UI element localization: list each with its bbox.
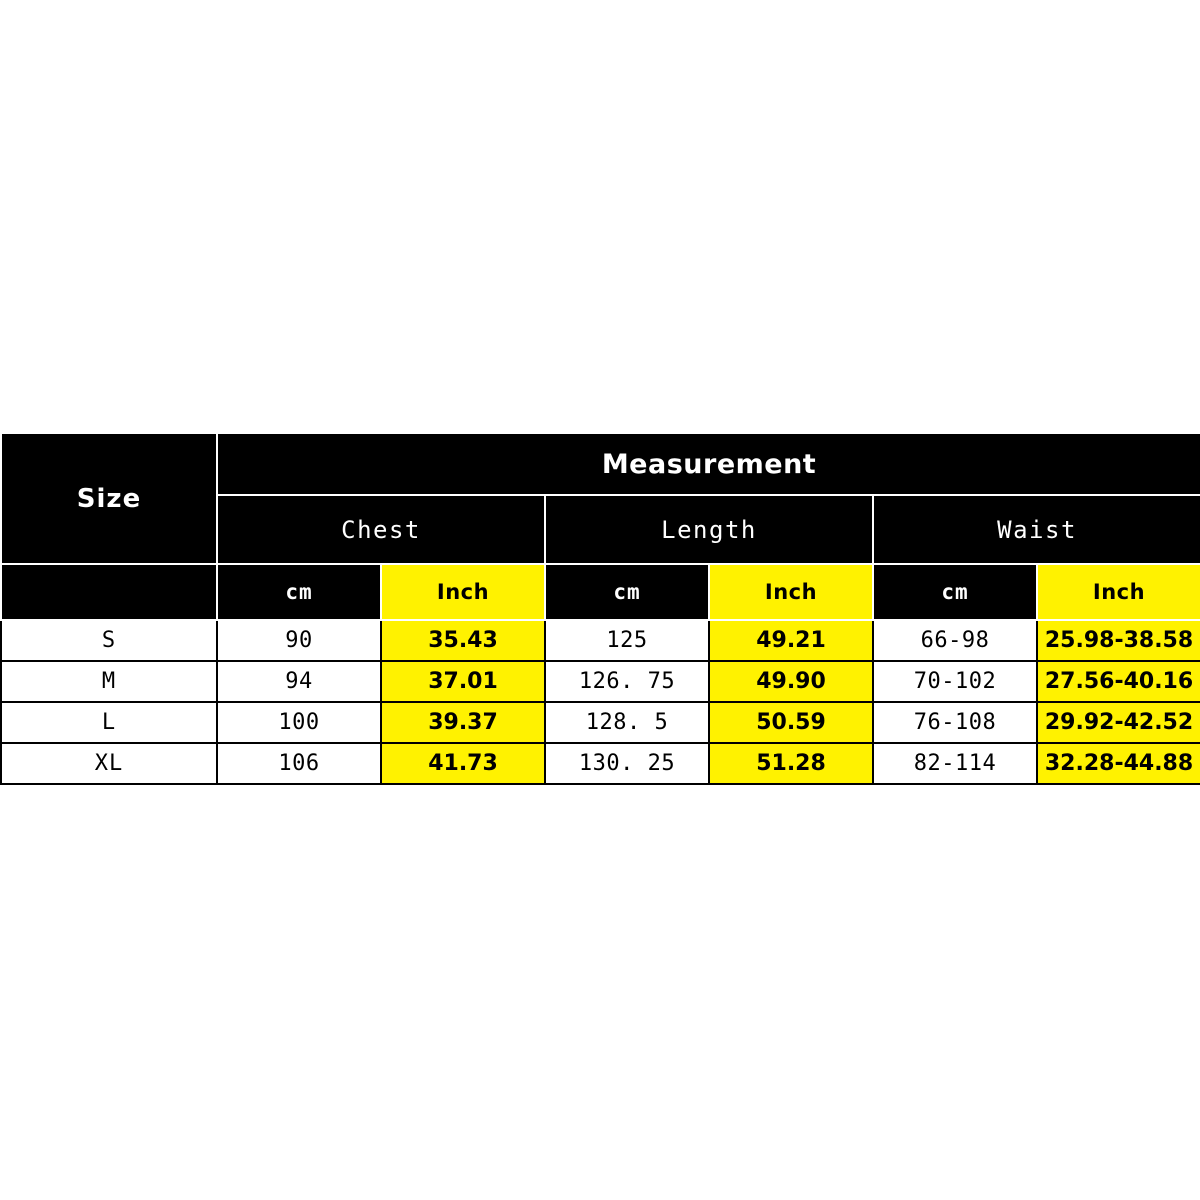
cell-waist-inch: 32.28-44.88 — [1037, 743, 1200, 784]
cell-size: XL — [1, 743, 217, 784]
cell-length-cm: 130. 25 — [545, 743, 709, 784]
header-unit-chest-cm: cm — [217, 564, 381, 620]
table-row — [1, 702, 1200, 743]
cell-size: S — [1, 620, 217, 661]
header-measurement: Measurement — [217, 433, 1200, 495]
header-unit-spacer — [1, 564, 217, 620]
cell-length-inch: 49.90 — [709, 661, 873, 702]
cell-chest-inch: 35.43 — [381, 620, 545, 661]
cell-length-inch: 51.28 — [709, 743, 873, 784]
cell-waist-cm: 66-98 — [873, 620, 1037, 661]
cell-waist-cm: 82-114 — [873, 743, 1037, 784]
cell-waist-inch: 25.98-38.58 — [1037, 620, 1200, 661]
cell-length-cm: 128. 5 — [545, 702, 709, 743]
table-header — [1, 433, 1200, 620]
header-unit-waist-cm: cm — [873, 564, 1037, 620]
cell-length-cm: 126. 75 — [545, 661, 709, 702]
cell-chest-cm: 100 — [217, 702, 381, 743]
cell-waist-inch: 27.56-40.16 — [1037, 661, 1200, 702]
header-group-waist: Waist — [873, 495, 1200, 564]
table-row — [1, 743, 1200, 784]
cell-chest-cm: 94 — [217, 661, 381, 702]
cell-length-cm: 125 — [545, 620, 709, 661]
header-unit-length-cm: cm — [545, 564, 709, 620]
table-row — [1, 661, 1200, 702]
cell-waist-cm: 70-102 — [873, 661, 1037, 702]
table-body — [1, 620, 1200, 784]
header-row-units — [1, 564, 1200, 620]
cell-chest-inch: 37.01 — [381, 661, 545, 702]
cell-chest-inch: 41.73 — [381, 743, 545, 784]
cell-waist-inch: 29.92-42.52 — [1037, 702, 1200, 743]
header-unit-chest-inch: Inch — [381, 564, 545, 620]
table-row — [1, 620, 1200, 661]
header-unit-waist-inch: Inch — [1037, 564, 1200, 620]
cell-size: L — [1, 702, 217, 743]
cell-chest-cm: 106 — [217, 743, 381, 784]
header-group-chest: Chest — [217, 495, 545, 564]
cell-size: M — [1, 661, 217, 702]
header-unit-length-inch: Inch — [709, 564, 873, 620]
size-chart-container — [0, 432, 1200, 785]
cell-chest-cm: 90 — [217, 620, 381, 661]
header-group-length: Length — [545, 495, 873, 564]
cell-length-inch: 50.59 — [709, 702, 873, 743]
header-size: Size — [1, 433, 217, 564]
cell-length-inch: 49.21 — [709, 620, 873, 661]
cell-waist-cm: 76-108 — [873, 702, 1037, 743]
cell-chest-inch: 39.37 — [381, 702, 545, 743]
header-row-measurement — [1, 433, 1200, 495]
size-chart-table — [0, 432, 1200, 785]
